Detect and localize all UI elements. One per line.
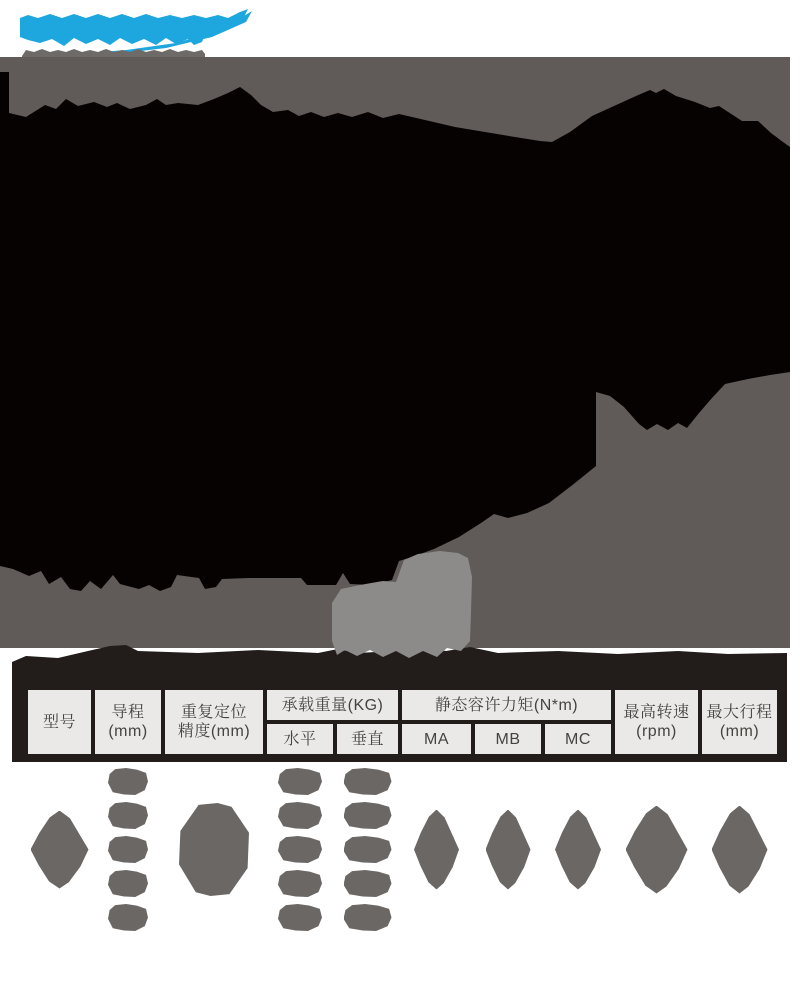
header-torque-ma: MA (402, 724, 471, 754)
spec-table-header (28, 690, 777, 754)
spec-body-cell-torque_mb (475, 762, 541, 937)
spec-body-cell-model (28, 762, 91, 937)
redacted-value-blob (344, 768, 392, 795)
redacted-value-blob (278, 802, 322, 829)
header-lead: 导程 (mm) (95, 690, 161, 754)
header-torque-mb: MB (475, 724, 541, 754)
redacted-value-blob (179, 803, 249, 896)
header-max-stroke: 最大行程 (mm) (702, 690, 777, 754)
spec-body-cell-max_speed (615, 762, 698, 937)
header-repeat-accuracy: 重复定位 精度(mm) (165, 690, 263, 754)
redacted-value-blob (278, 904, 322, 931)
redacted-value-blob (344, 870, 392, 897)
header-load-group: 承载重量(KG) (267, 690, 398, 720)
header-torque-mc: MC (545, 724, 611, 754)
redacted-value-blob (414, 810, 459, 890)
redacted-value-blob (108, 768, 148, 795)
header-model: 型号 (28, 690, 91, 754)
spec-body-cell-max_stroke (702, 762, 777, 937)
redacted-value-blob (31, 811, 89, 889)
redacted-value-blob (344, 802, 392, 829)
spec-body-cell-lead (95, 762, 161, 937)
redacted-value-blob (278, 768, 322, 795)
redacted-value-blob (486, 810, 531, 890)
spec-body-cell-torque_mc (545, 762, 611, 937)
header-load-vertical: 垂直 (337, 724, 398, 754)
redacted-value-blob (278, 870, 322, 897)
header-max-speed: 最高转速 (rpm) (615, 690, 698, 754)
redacted-value-blob (108, 836, 148, 863)
redacted-value-blob (108, 802, 148, 829)
redacted-value-blob (555, 810, 601, 890)
header-load-horizontal: 水平 (267, 724, 333, 754)
spec-table-body (28, 762, 777, 937)
redacted-value-blob (278, 836, 322, 863)
header-torque-group: 静态容许力矩(N*m) (402, 690, 611, 720)
spec-body-cell-load_vertical (337, 762, 398, 937)
spec-body-cell-repeat_accuracy (165, 762, 263, 937)
redacted-value-blob (108, 870, 148, 897)
redacted-value-blob (712, 806, 768, 894)
redacted-value-blob (626, 806, 688, 894)
spec-body-cell-torque_ma (402, 762, 471, 937)
spec-body-cell-load_horizontal (267, 762, 333, 937)
redacted-value-blob (108, 904, 148, 931)
redacted-value-blob (344, 904, 392, 931)
redacted-value-blob (344, 836, 392, 863)
